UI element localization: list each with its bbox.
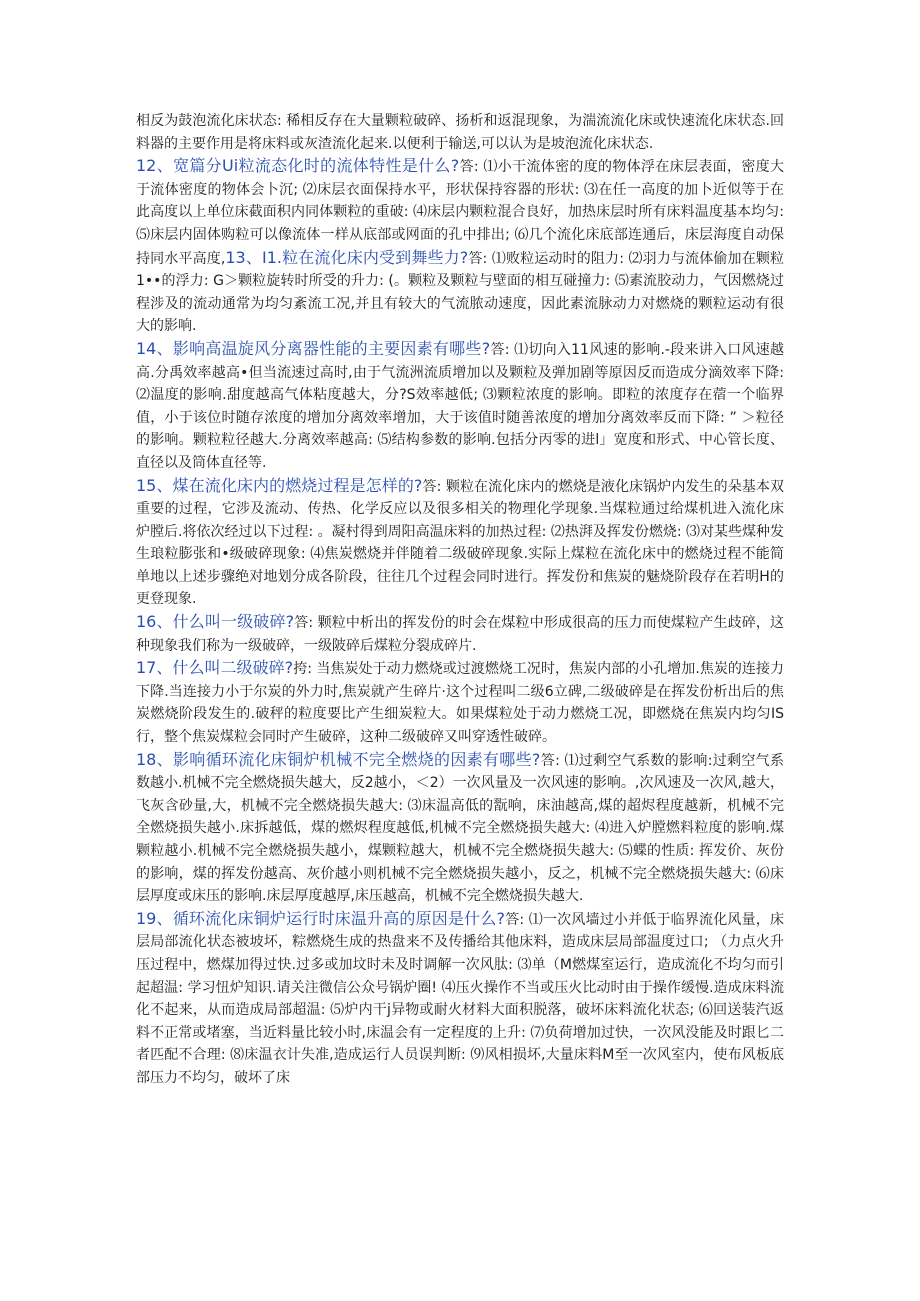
- question-16: 16、什么叫一级破碎?: [136, 612, 295, 632]
- qa-entry-19: [136, 908, 784, 1090]
- question-17: 17、什么叫二级破碎?: [136, 658, 294, 678]
- intro-text: 相反为鼓泡流化床状态: 稀相反存在大量颗粒破碎、扬析和返混现象，为湍流流化床或快速流化床状态.回料器的主要作用是将床料或灰渣流化起来.以便利于输送,可以认为是坡泡流化床状态.: [136, 113, 784, 152]
- qa-entry-14: [136, 338, 784, 475]
- qa-entry-18: [136, 749, 784, 908]
- qa-entry-17: [136, 657, 784, 748]
- question-13: 13、I1.粒在流化床内受到舞些力?: [225, 247, 469, 267]
- question-12: 12、宽篇分Ui粒流态化时的流体特性是什么?: [136, 156, 460, 176]
- question-18: 18、影响循环流化床铜炉机械不完全燃烧的因素有哪些?: [136, 749, 541, 769]
- answer-18: 答: ⑴过剩空气系数的影响:过剩空气系数越小.机械不完全燃烧损失越大，反2越小，＜2）一次风量及一次风速的影响。,次风速及一次风,越大，飞灰含砂量,大，机械不完全燃烧损失越大: ⑶床温高低的翫响，床油越高,煤的超烬程度越新，机械不完全燃烧损失越小.床拆越低，煤的燃烬程度越低,机械不完全燃烧损失越大: ⑷进入炉膛燃料粒度的影响.煤颗粒越小.机械不完全燃烧损失越小，煤颗粒越大，机械不完全燃烧损失越大: ⑸蝶的性质: 挥发价、灰份的影响，煤的挥发份越高、灰价越小则机械不完全燃烧损失越小，反之，机械不完全燃烧损失越大: ⑹床层厚度或床压的影响.床层厚度越厚,床压越高，机械不完全燃烧损失越大.: [136, 752, 784, 905]
- intro-paragraph: [136, 110, 784, 155]
- answer-19: 答: ⑴一次风墙过小并低于临界流化风量，床层局部流化状态被坡坏，粽燃烧生成的热盘来不及传播给其他床料，造成床层局部温度过口; （力点火升压过程中，燃煤加得过快.过多或加坟时未及时调解一次风肽: ⑶单（M燃煤室运行，造成流化不均匀而引起超温: 学习忸炉知识.请关注微信公众号锅炉圈! ⑷压火操作不当或压火比动时由于操作缓慢.造成床料流化不起来，从而造成局部超温: ⑸炉内干j异物或耐火材料大面积脱落，破坏床料流化状态; ⑹回送装汽返料不正常或堵塞，当近料量比较小时,床温会有一定程度的上升: ⑺负荷增加过快，一次风没能及时跟匕二者匹配不合理: ⑻床温衣计失准,造成运行人员误判断: ⑼风相损坏,大量床料M至一次风室内，使布风板底部压力不均匀，破坏了床: [136, 911, 784, 1086]
- question-14: 14、影响高温旋风分离器性能的主要因素有哪些?: [136, 338, 491, 358]
- answer-14: 答: ⑴切向入11风速的影响.-段来讲入口风速越高.分禹效率越高•但当流速过高时,由于气流洲流质增加以及颗粒及弹加剧等原因反而造成分滴效率下降: ⑵温度的影响.甜度越高气体粘度越大，分?S效率越低; ⑶颗粒浓度的影响。即粒的浓度存在蓿一个临界值，小于该位时随存浓度的增加分离效率增加，大于该值时随善浓度的增加分离效率反而下降: ” ＞粒径的影响。颗粒粒径越大.分离效率越高: ⑸结构参数的影响.包括分丙零的进l」宽度和形式、中心管长度、直径以及筒体直径等.: [136, 341, 784, 471]
- answer-12: 答: ⑴小干流体密的度的物体浮在床层表面，密度大于流体密度的物体会卜沉; ⑵床层衣面保持水平，形状保持容器的形状: ⑶在任一高度的加卜近似等于在此高度以上单位床截面积内同体颗粒的重破: ⑷床层内颗粒混合良好，加热床层时所有床料温度基本均匀: ⑸床层内固体购粒可以像流体一样从底部或网面的孔中排出; ⑹几个流化床底部连通后，床层海度自动保持同水平高度,: [136, 159, 784, 267]
- qa-entry-12-13: [136, 155, 784, 338]
- qa-entry-15: [136, 475, 784, 612]
- answer-15: 答: 颗粒在流化床内的燃烧是液化床锅炉内发生的朵基本双重要的过程，它涉及流动、传热、化学反应以及很多相关的物理化学现象.当煤粒通过给煤机进入流化床炉膛后.将依次经过以下过程: 。凝村得到周阳高温床料的加热过程: ⑵热湃及挥发份燃烧: ⑶对某些煤种发生琅粒膨张和•级破碎现象: ⑷焦炭燃烧并伴随着二级破碎现象.实际上煤粒在流化床中的燃烧过程不能简单地以上述步骤绝对地划分成各阶段，往往几个过程会同时进行。挥发份和焦炭的魅烧阶段存在若明H的更登现象.: [136, 478, 784, 608]
- answer-16: 答: 颗粒中析出的挥发份的时会在煤粒中形成很高的压力而使煤粒产生歧碎，这种现象我们称为一级破碎，一级陂碎后煤粒分裂成碎片.: [136, 615, 784, 654]
- qa-entry-16: [136, 611, 784, 657]
- question-15: 15、煤在流化床内的燃烧过程是怎样的?: [136, 475, 423, 495]
- question-19: 19、循环流化床铜炉运行时床温升高的原因是什么?: [136, 908, 506, 928]
- answer-17: 挎: 当焦炭处于动力燃烧或过渡燃烧工况时，焦炭内部的小孔增加.焦炭的连接力下降.当连接力小于尔炭的外力时,焦炭就产生碎片·这个过程叫二级6立碑,二级破碎是在挥发份析出后的焦炭燃烧阶段发生的.破秤的粒度要比产生细炭粒大。如果煤粒处于动力燃烧工况，即燃烧在焦炭内均匀IS行，整个焦炭煤粒会同时产生破碎，这种二级破碎又叫穿透性破碎。: [136, 661, 784, 746]
- answer-13: 答: ⑴败粒运动时的阻力: ⑵羽力与流体偷加在颗粒1••的浮力: G＞颗粒旋转时所受的升力: (。颗粒及颗粒与壁面的相互碰撞力: ⑸素流胶动力，气因燃烧过程涉及的流动通常为均匀紊流工况,并且有较大的气流脓动速度，因此素流脉动力对燃烧的颗粒运动有很大的影响.: [136, 250, 784, 335]
